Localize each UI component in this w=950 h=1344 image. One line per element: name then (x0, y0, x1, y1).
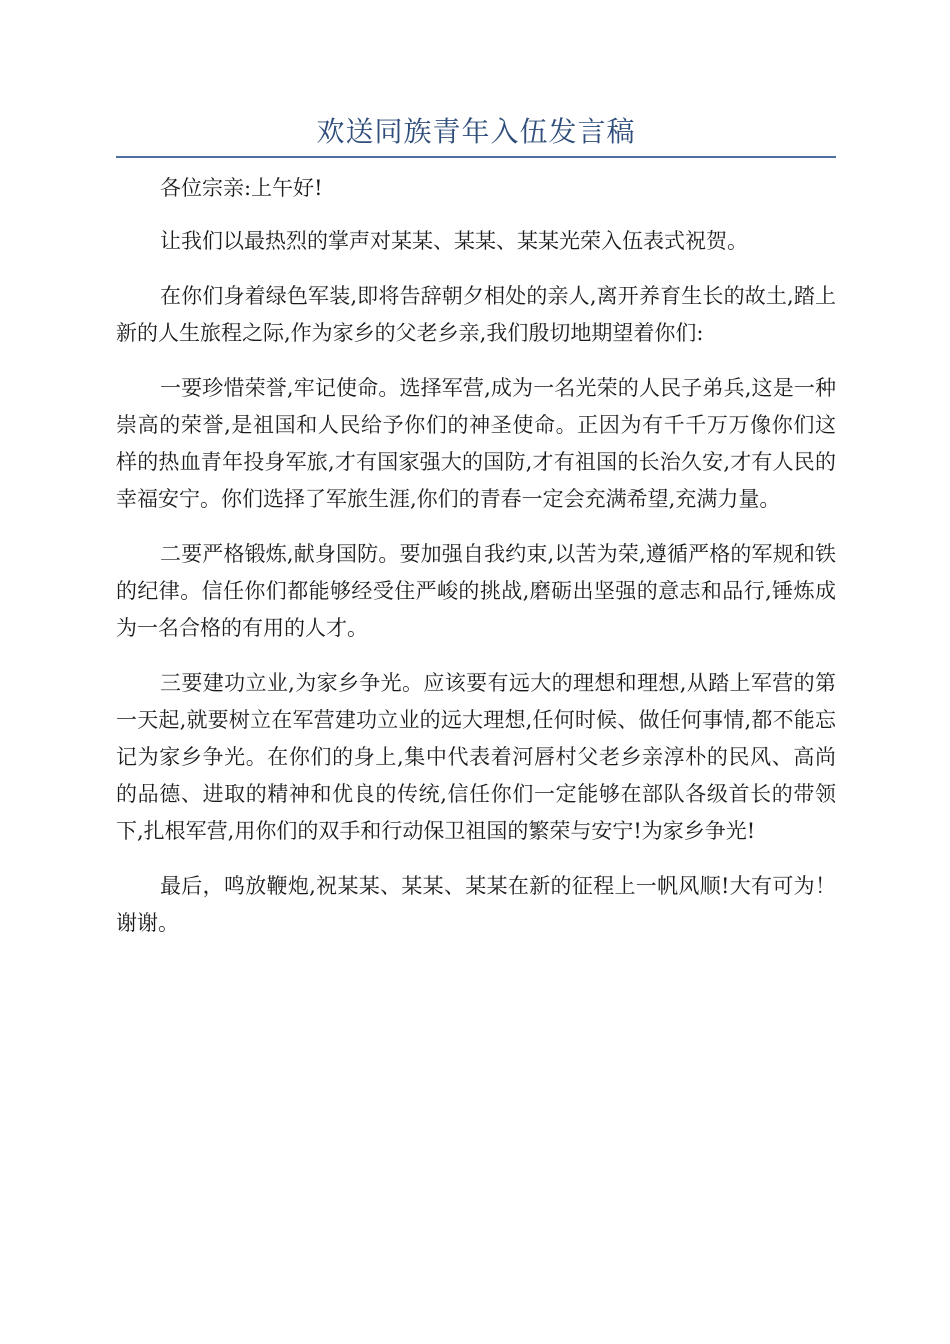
document-page (116, 112, 836, 960)
paragraph-farewell: 在你们身着绿色军装,即将告辞朝夕相处的亲人,离开养育生长的故土,踏上新的人生旅程之际,作为家乡的父老乡亲,我们殷切地期望着你们: (116, 284, 836, 345)
paragraph-greeting: 各位宗亲:上午好! (160, 176, 323, 200)
paragraph-point-one: 一要珍惜荣誉,牢记使命。选择军营,成为一名光荣的人民子弟兵,这是一种崇高的荣誉,是祖国和人民给予你们的神圣使命。正因为有千千万万像你们这样的热血青年投身军旅,才有国家强大的国防,才有祖国的长治久安,才有人民的幸福安宁。你们选择了军旅生涯,你们的青春一定会充满希望,充满力量。 (116, 376, 836, 511)
title-underline (116, 156, 836, 158)
paragraph-point-two: 二要严格锻炼,献身国防。要加强自我约束,以苦为荣,遵循严格的军规和铁的纪律。信任你们都能够经受住严峻的挑战,磨砺出坚强的意志和品行,锤炼成为一名合格的有用的人才。 (116, 542, 836, 640)
paragraph-point-three: 三要建功立业,为家乡争光。应该要有远大的理想和理想,从踏上军营的第一天起,就要树立在军营建功立业的远大理想,任何时候、做任何事情,都不能忘记为家乡争光。在你们的身上,集中代表着河唇村父老乡亲淳朴的民风、高尚的品德、进取的精神和优良的传统,信任你们一定能够在部队各级首长的带领下,扎根军营,用你们的双手和行动保卫祖国的繁荣与安宁!为家乡争光! (116, 671, 836, 843)
paragraph-closing: 最后，鸣放鞭炮,祝某某、某某、某某在新的征程上一帆风顺!大有可为！谢谢。 (116, 874, 836, 935)
document-title: 欢送同族青年入伍发言稿 (316, 115, 636, 148)
paragraph-applause: 让我们以最热烈的掌声对某某、某某、某某光荣入伍表式祝贺。 (160, 229, 748, 253)
